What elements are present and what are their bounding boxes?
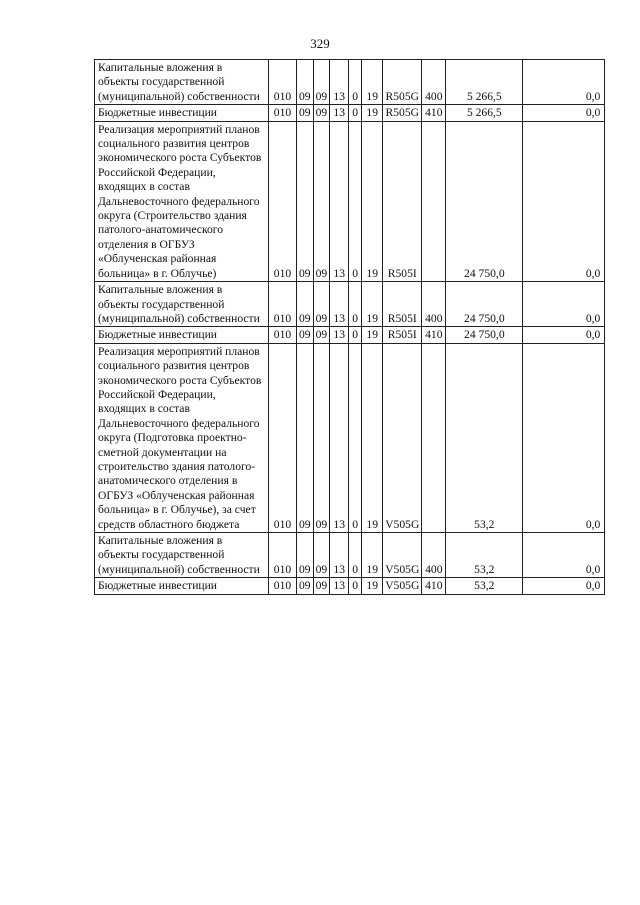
- expense-type-code: 410: [422, 327, 446, 343]
- subprogram-code: 0: [349, 578, 362, 594]
- subsection-code: 09: [313, 578, 330, 594]
- amount-next: 0,0: [523, 343, 605, 532]
- event-code: 19: [362, 105, 383, 121]
- subsection-code: 09: [313, 343, 330, 532]
- section-code: 09: [297, 327, 314, 343]
- program-code: 13: [330, 282, 349, 327]
- event-code: 19: [362, 343, 383, 532]
- section-code: 09: [297, 121, 314, 281]
- direction-code: R505I: [383, 282, 422, 327]
- table-row: [95, 121, 605, 281]
- expense-type-code: [422, 121, 446, 281]
- subprogram-code: 0: [349, 121, 362, 281]
- amount-current: 53,2: [446, 578, 523, 594]
- table-row: [95, 343, 605, 532]
- direction-code: R505G: [383, 105, 422, 121]
- event-code: 19: [362, 60, 383, 105]
- direction-code: R505I: [383, 327, 422, 343]
- ved-code: 010: [269, 105, 297, 121]
- subsection-code: 09: [313, 327, 330, 343]
- row-name: Капитальные вложения в объекты государственной (муниципальной) собственности: [95, 282, 269, 327]
- amount-next: 0,0: [523, 60, 605, 105]
- expense-type-code: 400: [422, 60, 446, 105]
- amount-next: 0,0: [523, 282, 605, 327]
- ved-code: 010: [269, 343, 297, 532]
- section-code: 09: [297, 282, 314, 327]
- event-code: 19: [362, 327, 383, 343]
- row-name: Бюджетные инвестиции: [95, 327, 269, 343]
- table-body: [95, 60, 605, 595]
- ved-code: 010: [269, 327, 297, 343]
- direction-code: V505G: [383, 578, 422, 594]
- subsection-code: 09: [313, 60, 330, 105]
- amount-current: 5 266,5: [446, 60, 523, 105]
- amount-current: 53,2: [446, 343, 523, 532]
- section-code: 09: [297, 578, 314, 594]
- amount-next: 0,0: [523, 533, 605, 578]
- direction-code: R505G: [383, 60, 422, 105]
- amount-current: 24 750,0: [446, 282, 523, 327]
- event-code: 19: [362, 282, 383, 327]
- section-code: 09: [297, 60, 314, 105]
- amount-current: 5 266,5: [446, 105, 523, 121]
- ved-code: 010: [269, 578, 297, 594]
- table-row: [95, 60, 605, 105]
- table-row: [95, 578, 605, 594]
- program-code: 13: [330, 343, 349, 532]
- event-code: 19: [362, 121, 383, 281]
- expense-type-code: 400: [422, 533, 446, 578]
- subprogram-code: 0: [349, 327, 362, 343]
- subsection-code: 09: [313, 282, 330, 327]
- program-code: 13: [330, 60, 349, 105]
- direction-code: R505I: [383, 121, 422, 281]
- event-code: 19: [362, 578, 383, 594]
- direction-code: V505G: [383, 533, 422, 578]
- table-row: [95, 533, 605, 578]
- expense-type-code: 410: [422, 578, 446, 594]
- amount-next: 0,0: [523, 105, 605, 121]
- amount-current: 53,2: [446, 533, 523, 578]
- program-code: 13: [330, 121, 349, 281]
- program-code: 13: [330, 105, 349, 121]
- ved-code: 010: [269, 533, 297, 578]
- program-code: 13: [330, 327, 349, 343]
- amount-current: 24 750,0: [446, 121, 523, 281]
- row-name: Капитальные вложения в объекты государственной (муниципальной) собственности: [95, 60, 269, 105]
- row-name: Реализация мероприятий планов социального развития центров экономического роста Субъектов Российской Федерации, входящих в состав Дальневосточного федерального округа (Подготовка проектно-сметной документации на строительство здания патолого-анатомического отделения в ОГБУЗ «Облученская районная больница» в г. Облучье), за счет средств областного бюджета: [95, 343, 269, 532]
- subprogram-code: 0: [349, 343, 362, 532]
- expense-type-code: 400: [422, 282, 446, 327]
- table-row: [95, 105, 605, 121]
- subprogram-code: 0: [349, 533, 362, 578]
- ved-code: 010: [269, 121, 297, 281]
- table-row: [95, 282, 605, 327]
- section-code: 09: [297, 533, 314, 578]
- direction-code: V505G: [383, 343, 422, 532]
- expense-type-code: [422, 343, 446, 532]
- subprogram-code: 0: [349, 105, 362, 121]
- amount-next: 0,0: [523, 121, 605, 281]
- row-name: Реализация мероприятий планов социального развития центров экономического роста Субъектов Российской Федерации, входящих в состав Дальневосточного федерального округа (Строительство здания патолого-анатомического отделения в ОГБУЗ «Облученская районная больница» в г. Облучье): [95, 121, 269, 281]
- amount-current: 24 750,0: [446, 327, 523, 343]
- row-name: Капитальные вложения в объекты государственной (муниципальной) собственности: [95, 533, 269, 578]
- section-code: 09: [297, 105, 314, 121]
- amount-next: 0,0: [523, 578, 605, 594]
- section-code: 09: [297, 343, 314, 532]
- row-name: Бюджетные инвестиции: [95, 105, 269, 121]
- subsection-code: 09: [313, 533, 330, 578]
- ved-code: 010: [269, 60, 297, 105]
- page-number: 329: [310, 36, 330, 51]
- expense-type-code: 410: [422, 105, 446, 121]
- ved-code: 010: [269, 282, 297, 327]
- subprogram-code: 0: [349, 60, 362, 105]
- table-row: [95, 327, 605, 343]
- subsection-code: 09: [313, 105, 330, 121]
- subprogram-code: 0: [349, 282, 362, 327]
- program-code: 13: [330, 533, 349, 578]
- subsection-code: 09: [313, 121, 330, 281]
- amount-next: 0,0: [523, 327, 605, 343]
- program-code: 13: [330, 578, 349, 594]
- row-name: Бюджетные инвестиции: [95, 578, 269, 594]
- event-code: 19: [362, 533, 383, 578]
- budget-table: [94, 59, 605, 595]
